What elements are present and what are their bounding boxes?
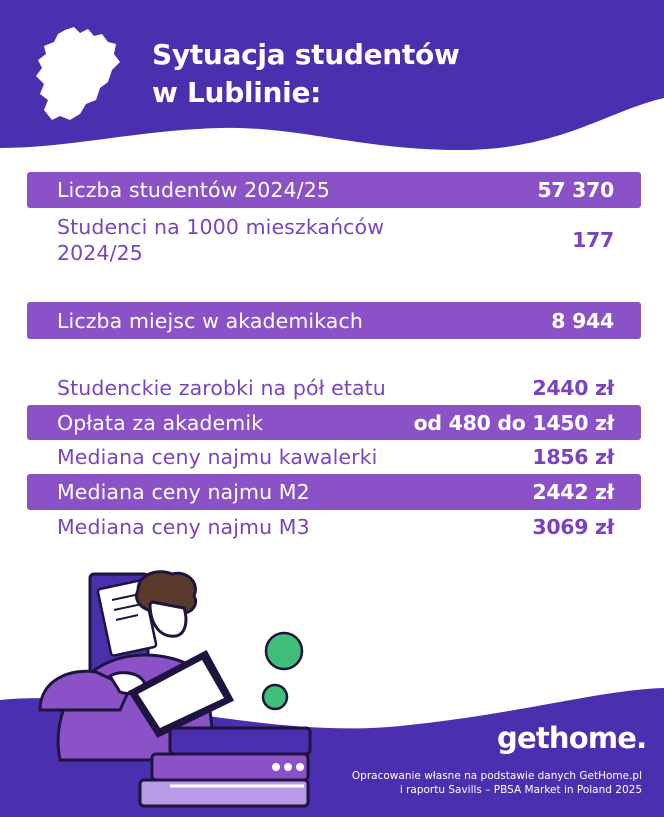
student-reading-illustration [20, 560, 350, 817]
stat-label [57, 214, 384, 266]
face [150, 602, 186, 636]
stat-value: 3069 zł [532, 515, 614, 539]
page-title [152, 36, 460, 112]
lublin-map-icon [30, 24, 125, 124]
stat-label: Mediana ceny najmu kawalerki [57, 445, 378, 469]
stat-row-dorm-places [27, 302, 641, 339]
gethome-logo: gethome. [497, 721, 647, 755]
stat-row-studio-rent [27, 440, 641, 474]
stat-row-students-per-1000 [27, 211, 641, 269]
source-note [352, 769, 642, 797]
stat-row-m3-rent [27, 510, 641, 544]
stat-label: Mediana ceny najmu M3 [57, 515, 310, 539]
stat-row-students-count [27, 172, 641, 208]
stat-value: 1856 zł [532, 445, 614, 469]
title-line-1: Sytuacja studentów [152, 38, 460, 71]
stat-row-m2-rent [27, 474, 641, 510]
stat-value: 57 370 [537, 178, 614, 202]
stat-label-line-1: Studenci na 1000 mieszkańców [57, 215, 385, 239]
source-line-2: i raportu Savills – PBSA Market in Poland 2025 [399, 784, 642, 796]
stat-value: od 480 do 1450 zł [413, 410, 614, 435]
stat-label: Opłata za akademik [57, 410, 264, 435]
stat-label: Liczba miejsc w akademikach [57, 308, 363, 333]
stat-label: Studenckie zarobki na pół etatu [57, 376, 386, 400]
stat-value: 2440 zł [532, 376, 614, 400]
stat-value: 8 944 [551, 308, 614, 333]
green-bubble-small [263, 685, 287, 709]
book-stack-1 [170, 728, 310, 754]
stat-value: 2442 zł [532, 480, 614, 504]
stat-value: 177 [572, 228, 614, 252]
stat-row-dorm-fee [27, 405, 641, 440]
stat-label: Mediana ceny najmu M2 [57, 480, 310, 504]
title-line-2: w Lublinie: [152, 76, 322, 109]
stat-label-line-2: 2024/25 [57, 241, 143, 265]
stat-row-part-time-earnings [27, 371, 641, 405]
green-bubble-large [266, 633, 302, 669]
source-line-1: Opracowanie własne na podstawie danych GetHome.pl [351, 770, 642, 782]
stat-label: Liczba studentów 2024/25 [57, 178, 330, 202]
book-stack-3 [140, 780, 308, 806]
